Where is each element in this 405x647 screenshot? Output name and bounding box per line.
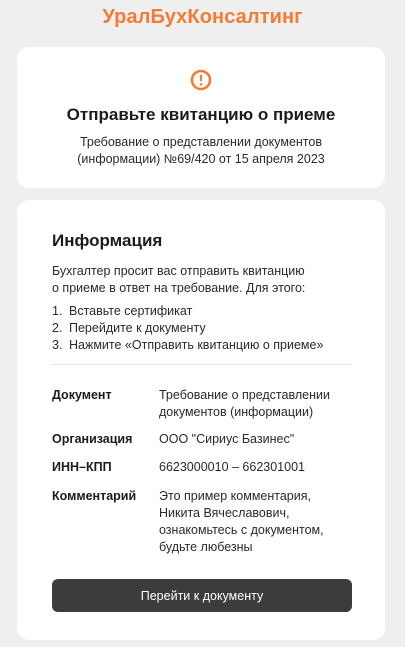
request-summary-card <box>17 47 385 188</box>
info-value-line: Никита Вячеславович, <box>159 506 290 520</box>
step-text: Нажмите «Отправить квитанцию о приеме» <box>69 338 324 352</box>
info-value: ООО "Сириус Базинес" <box>159 432 295 446</box>
info-label: Организация <box>52 432 133 446</box>
step-number: 2. <box>52 321 63 335</box>
step-item <box>52 303 362 320</box>
info-value-line: ознакомьтесь с документом, <box>159 523 324 537</box>
instructions-intro-line: о приеме в ответ на требование. Для этого: <box>52 281 306 295</box>
information-card <box>17 200 385 640</box>
info-value: 6623000010 – 662301001 <box>159 460 305 474</box>
info-value <box>159 387 354 421</box>
info-label: Комментарий <box>52 489 137 503</box>
info-value <box>159 488 354 556</box>
info-value-line: будьте любезны <box>159 540 253 554</box>
divider <box>52 364 352 365</box>
go-to-document-button[interactable]: Перейти к документу <box>52 579 352 612</box>
instructions-intro-line: Бухгалтер просит вас отправить квитанцию <box>52 264 305 278</box>
info-label: Документ <box>52 388 112 402</box>
instructions-intro <box>52 263 352 297</box>
info-value-line: документов (информации) <box>159 405 314 419</box>
page-title: Отправьте квитанцию о приеме <box>66 105 336 124</box>
info-value-line: Требование о представлении <box>159 388 330 402</box>
step-number: 3. <box>52 338 63 352</box>
request-subtitle <box>17 134 385 168</box>
info-value-line: Это пример комментария, <box>159 489 311 503</box>
brand-logo-text: УралБухКонсалтинг <box>102 6 303 28</box>
step-item <box>52 320 362 337</box>
step-text: Перейдите к документу <box>69 321 206 335</box>
step-item <box>52 337 362 354</box>
info-label: ИНН–КПП <box>52 460 112 474</box>
step-number: 1. <box>52 304 63 318</box>
request-subtitle-line: (информации) №69/420 от 15 апреля 2023 <box>77 152 325 166</box>
step-text: Вставьте сертификат <box>69 304 193 318</box>
request-subtitle-line: Требование о представлении документов <box>79 135 322 149</box>
section-title: Информация <box>52 231 163 250</box>
exclamation-circle-icon <box>190 69 212 91</box>
steps-list <box>52 303 362 354</box>
